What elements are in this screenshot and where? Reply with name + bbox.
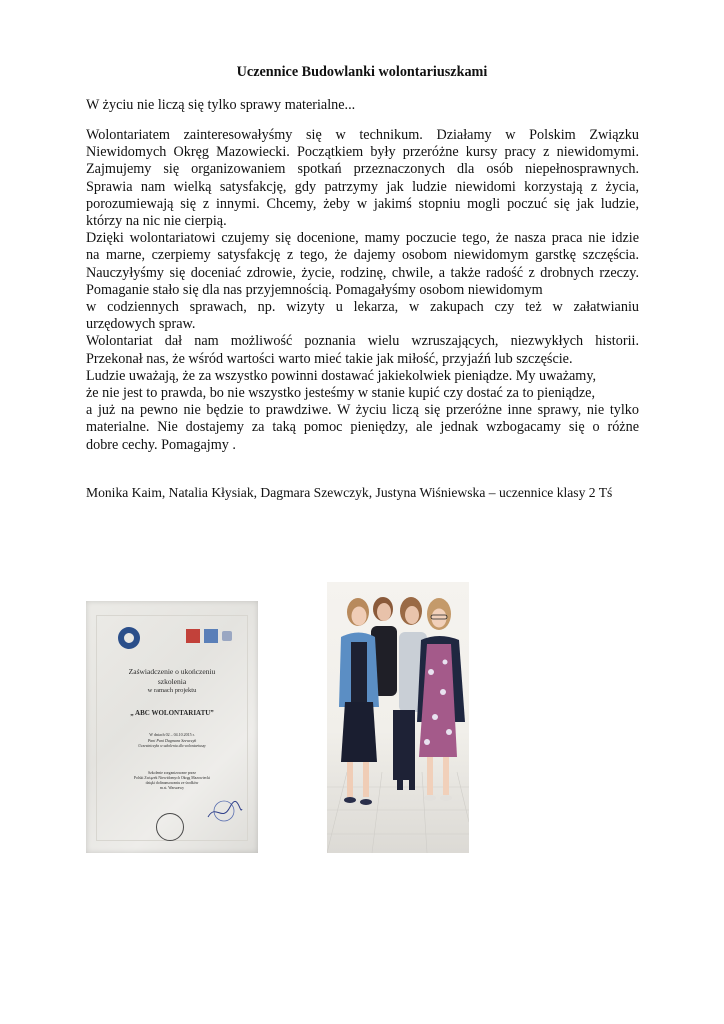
certificate-line-4: Szkolenie zorganizowane przez (147, 771, 196, 775)
certificate-line-6: dzięki dofinansowaniu ze środków (145, 781, 199, 785)
certificate-heading-1: Zaświadczenie o ukończeniu (128, 667, 216, 676)
partner-logo-icon (204, 629, 218, 643)
certificate-line-3: Uczestniczyła w szkoleniu dla wolontariuszy (138, 744, 206, 748)
body-line: porozumiewają się z innymi. Chcemy, żeby w jakimś stopniu mogli poczuć się jak ludzie, (86, 195, 639, 212)
certificate-line-5: Polski Związek Niewidomych Okręg Mazowiecki (133, 776, 211, 780)
body-line: na marne, czerpiemy satysfakcję z tego, że dajemy osobom niewidomym garstkę szczęścia. (86, 247, 639, 264)
body-line: dobre cechy. Pomagajmy . (86, 436, 236, 453)
certificate-project: „ ABC WOLONTARIATU” (130, 709, 214, 717)
body-line: Wolontariat dał nam możliwość poznania wielu wzruszających, niezwykłych historii. (86, 333, 639, 350)
body-line: urzędowych spraw. (86, 316, 196, 333)
body-line: którzy na nic nie cierpią. (86, 213, 227, 230)
body-line: Zajmujemy się organizowaniem spotkań przeznaczonych dla osób niepełnosprawnych. (86, 161, 639, 178)
certificate-heading-3: w ramach projektu (147, 687, 197, 694)
warsaw-logo-icon (186, 629, 200, 643)
body-line: a już na pewno nie będzie to prawdziwe. W życiu liczą się przeróżne inne sprawy, nie tylko (86, 402, 639, 419)
authors-line: Monika Kaim, Natalia Kłysiak, Dagmara Szewczyk, Justyna Wiśniewska – uczennice klasy 2 Tś (86, 485, 613, 500)
body-line: Pomaganie stało się dla nas przyjemnością. Pomagałyśmy osobom niewidomym (86, 281, 543, 298)
page-title: Uczennice Budowlanki wolontariuszkami (236, 64, 488, 80)
signature-icon (204, 797, 244, 827)
pzn-logo-icon (118, 627, 140, 649)
certificate-line-2: Pani Pani Dagmara Szewczyk (147, 738, 197, 743)
certificate-heading-2: szkolenia (157, 677, 187, 686)
body-line: Sprawia nam wielką satysfakcję, gdy patrzymy jak ludzie niewidomi korzystają z życia, (86, 178, 639, 195)
article-body (86, 127, 639, 454)
group-photo-illustration (327, 582, 469, 853)
group-photo (327, 582, 469, 853)
sponsor-logo-icon (222, 631, 232, 641)
body-line: Nauczyłyśmy się doceniać zdrowie, życie, rodzinę, chwile, a także radość z drobnych rzeczy. (86, 264, 639, 281)
body-line: Ludzie uważają, że za wszystko powinni dostawać jakiekolwiek pieniądze. My uważamy, (86, 367, 597, 384)
certificate-image (86, 601, 258, 853)
body-line: Dzięki wolontariatowi czujemy się docenione, mamy poczucie tego, że nasza praca nie idzie (86, 230, 639, 247)
certificate-line-1: W dniach 02 – 04.10.2015 r. (149, 732, 195, 737)
body-line: Wolontariatem zainteresowałyśmy się w technikum. Działamy w Polskim Związku (86, 127, 639, 143)
body-line: że nie jest to prawda, bo nie wszystko jesteśmy w stanie kupić czy dostać za to pieniądze, (86, 385, 596, 402)
body-line: materialne. Nie dostajemy za taką pomoc pieniędzy, ale jednak wzbogacamy się o różne (86, 419, 639, 436)
body-line: Niewidomych Okręg Mazowiecki. Początkiem były przeróżne kursy pracy z niewidomymi. (86, 144, 639, 161)
body-line: Przekonał nas, że wśród wartości warto mieć takie jak miłość, przyjaźń lub szczęście. (86, 350, 573, 367)
stamp-icon (156, 813, 184, 841)
certificate-line-7: m.st. Warszawy (160, 786, 184, 790)
intro-line: W życiu nie liczą się tylko sprawy materialne... (86, 97, 356, 113)
body-line: w codziennych sprawach, np. wizyty u lekarza, w zakupach czy też w załatwianiu (86, 299, 639, 316)
